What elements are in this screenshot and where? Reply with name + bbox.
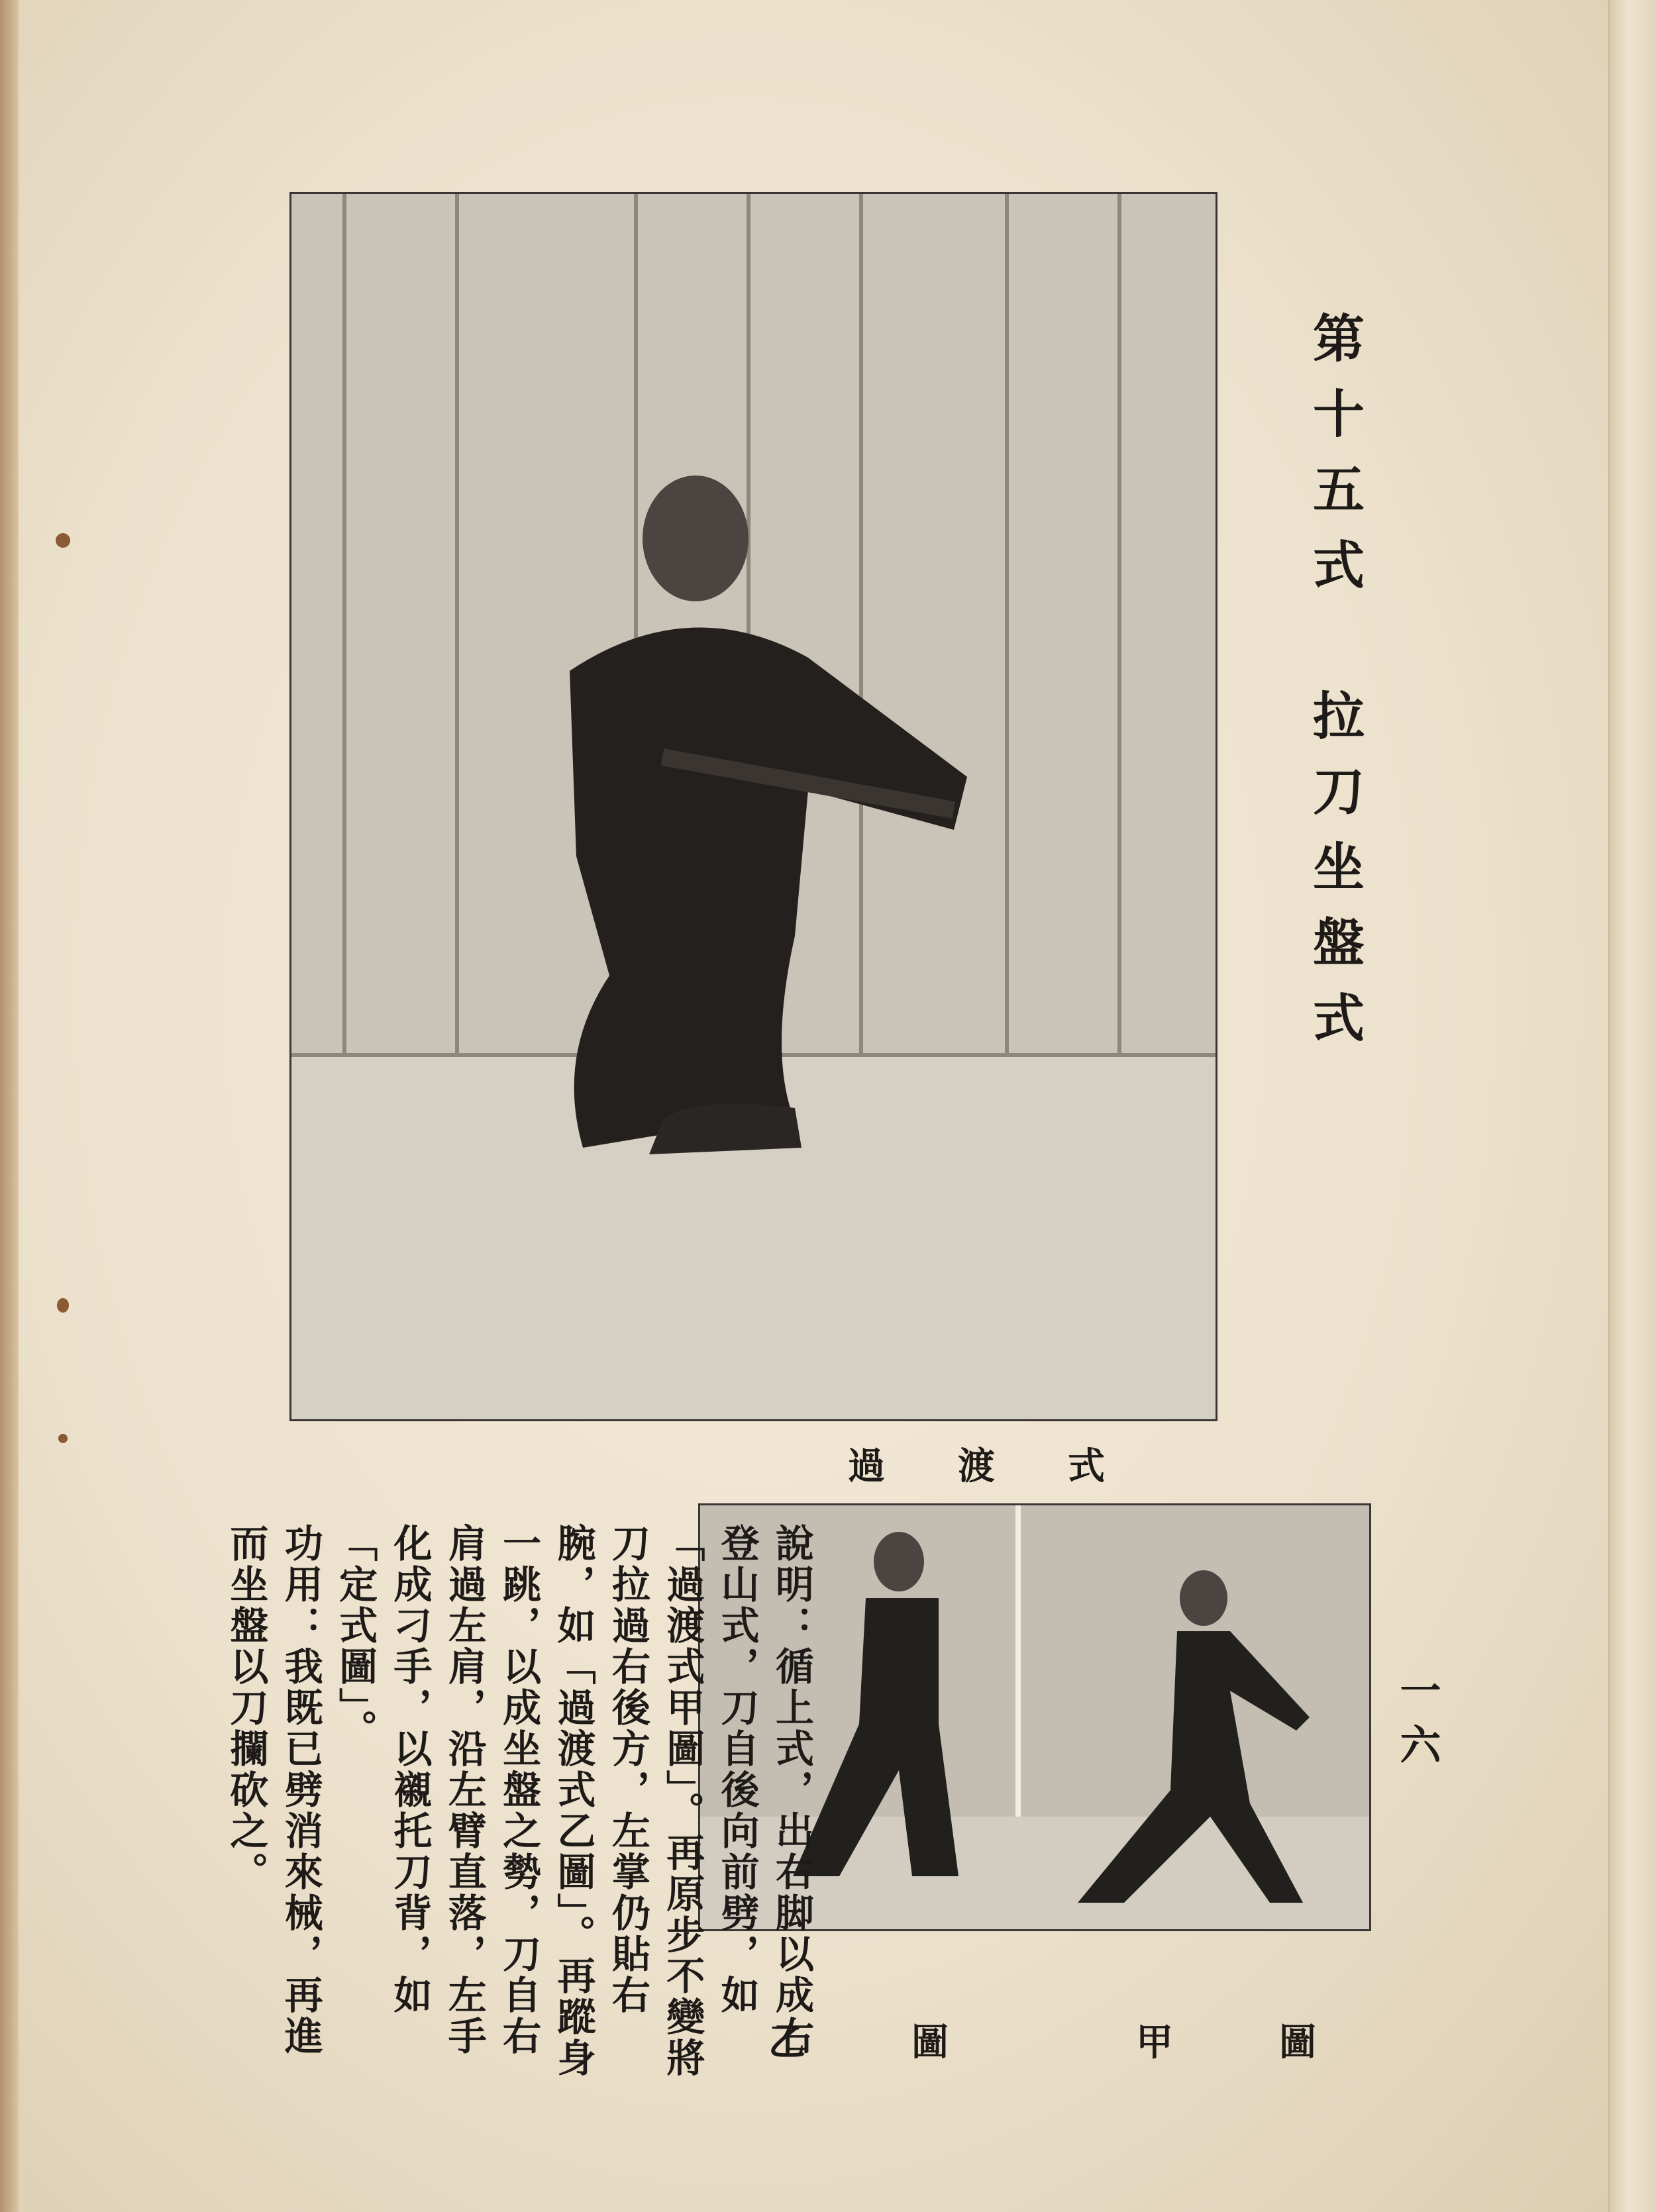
page-fore-edge bbox=[1608, 0, 1656, 2212]
explanation-paragraph: 說明：循上式，出右脚以成右登山式，刀自後向前劈，如「過渡式甲圖」。再原步不變將刀拉過右後方，左掌仍貼右腕，如「過渡式乙圖」。再蹤身一跳，以成坐盤之勢，刀自右肩過左肩，沿左臂直落，左手化成刁手，以襯托刀背，如「定式圖」。 bbox=[333, 1523, 814, 2079]
page-title: 第十五式 拉刀坐盤式 bbox=[1304, 311, 1365, 1066]
caption-bottom-right: 甲圖 bbox=[1136, 2021, 1422, 2064]
age-spot bbox=[56, 533, 70, 548]
body-text bbox=[219, 1523, 819, 2080]
photo-main-posture bbox=[289, 192, 1217, 1421]
page-number: 一六 bbox=[1393, 1669, 1441, 1778]
usage-paragraph: 功用：我既已劈消來械，再進而坐盤以刀攔砍之。 bbox=[223, 1523, 323, 2057]
photo-kneeling-figure bbox=[291, 194, 1216, 1419]
page-binding-edge bbox=[0, 0, 19, 2212]
caption-top-photo: 過渡式 bbox=[848, 1444, 1178, 1488]
caption-bottom-left: 乙圖 bbox=[768, 2021, 1055, 2064]
age-spot bbox=[58, 1434, 68, 1443]
age-spot bbox=[57, 1298, 69, 1313]
